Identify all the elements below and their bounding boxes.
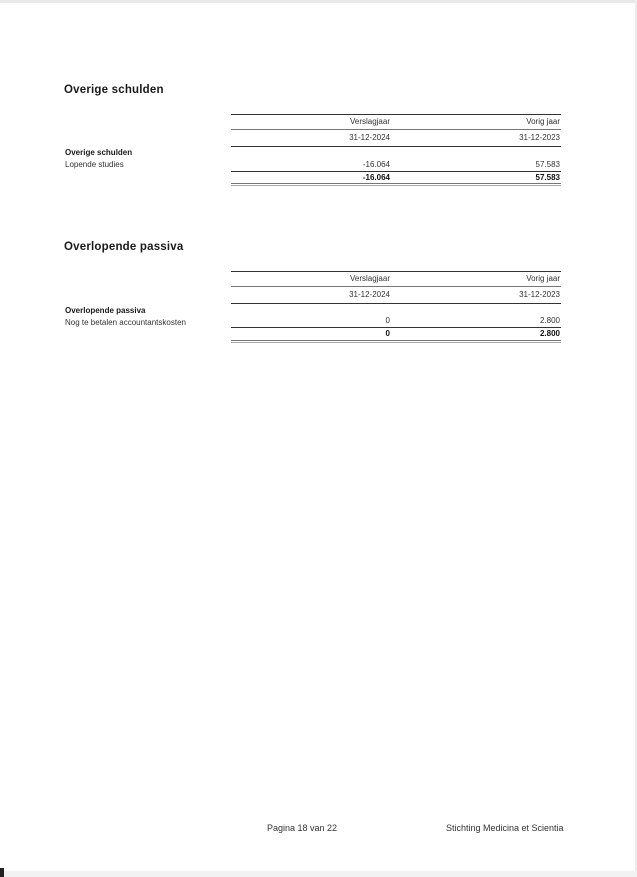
total-value-current: 0 xyxy=(385,329,390,338)
row-value-current: -16.064 xyxy=(362,160,390,169)
page-edge xyxy=(0,0,637,3)
table-rule xyxy=(231,303,561,304)
table-rule xyxy=(231,129,561,130)
table-rule xyxy=(231,342,561,343)
column-header-previous: Vorig jaar xyxy=(526,274,560,283)
column-header-current: Verslagjaar xyxy=(349,274,390,283)
category-label: Overlopende passiva xyxy=(65,306,146,315)
row-value-previous: 57.583 xyxy=(535,160,560,169)
row-label: Lopende studies xyxy=(65,160,124,169)
total-value-current: -16.064 xyxy=(362,173,390,182)
row-label: Nog te betalen accountantskosten xyxy=(65,318,186,327)
page-edge xyxy=(0,871,637,877)
table-rule xyxy=(231,271,561,272)
total-value-previous: 57.583 xyxy=(535,173,560,182)
table-rule xyxy=(231,146,561,147)
scan-mark xyxy=(0,868,4,877)
row-value-previous: 2.800 xyxy=(539,316,560,325)
organization-name: Stichting Medicina et Scientia xyxy=(446,823,564,833)
column-header-current: Verslagjaar xyxy=(349,117,390,126)
table-rule xyxy=(231,327,561,328)
page-number: Pagina 18 van 22 xyxy=(267,823,338,833)
category-label: Overige schulden xyxy=(65,148,133,157)
table-rule xyxy=(231,185,561,186)
column-header-previous: Vorig jaar xyxy=(526,117,560,126)
row-value-current: 0 xyxy=(385,316,390,325)
table-rule xyxy=(231,114,561,115)
column-date-current: 31-12-2024 xyxy=(349,290,390,299)
column-date-current: 31-12-2024 xyxy=(349,133,390,142)
section-title: Overlopende passiva xyxy=(64,241,184,253)
section-title: Overige schulden xyxy=(64,84,164,96)
table-rule xyxy=(231,340,561,341)
table-rule xyxy=(231,286,561,287)
total-value-previous: 2.800 xyxy=(539,329,560,338)
table-rule xyxy=(231,183,561,184)
table-rule xyxy=(231,171,561,172)
column-date-previous: 31-12-2023 xyxy=(519,290,560,299)
column-date-previous: 31-12-2023 xyxy=(519,133,560,142)
